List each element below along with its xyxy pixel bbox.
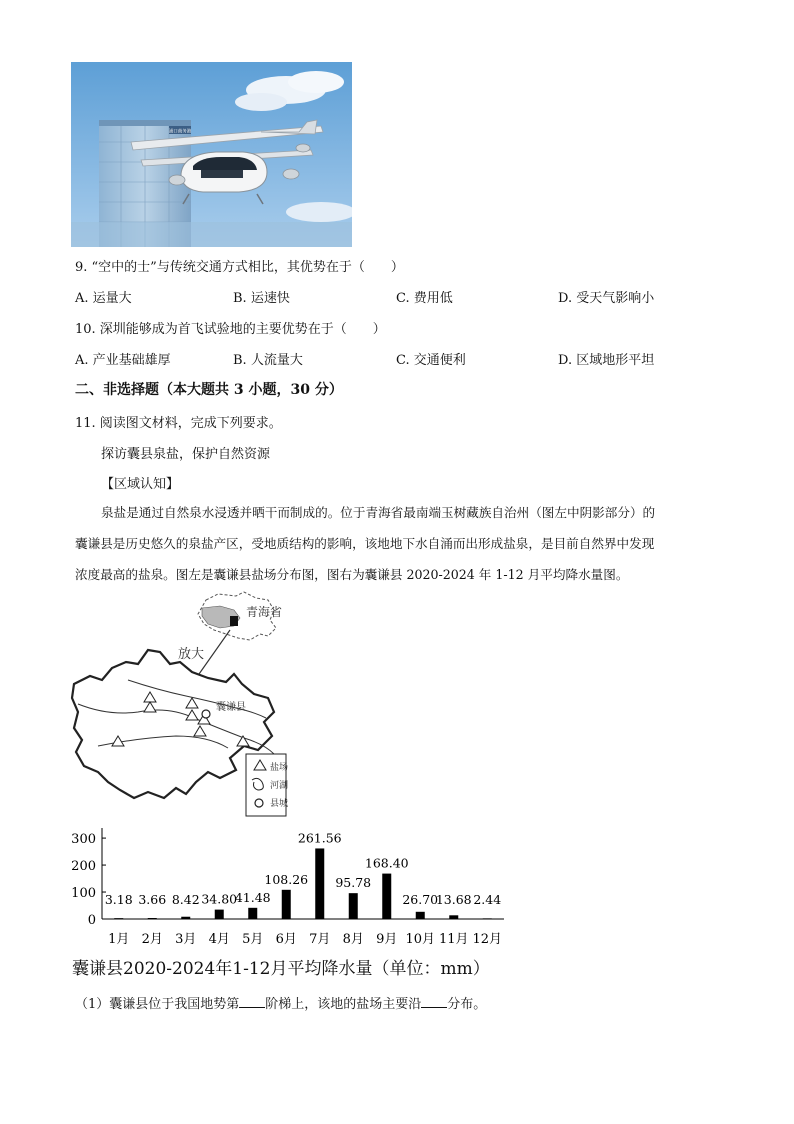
bar-9 [382,874,391,919]
x-tick-label-1: 1月 [108,932,130,947]
legend-county-seat-icon [255,799,263,807]
bar-10 [416,912,425,919]
county-seat-symbol [202,710,210,718]
sub1-text-a: （1）囊谦县位于我国地势第 [75,997,240,1012]
question-10-stem: 10. 深圳能够成为首飞试验地的主要优势在于（ ） [75,322,386,337]
bar-8 [349,893,358,919]
chart-labels [105,830,502,947]
y-tick-label: 100 [71,886,96,902]
bar-7 [315,848,324,919]
x-tick-label-12: 12月 [472,932,503,947]
y-tick-label: 200 [71,859,96,875]
q9-option-c: C. 费用低 [396,291,453,306]
x-tick-label-8: 8月 [342,932,364,947]
legend-county-seat-label: 县城 [270,799,288,809]
bar-5 [248,908,257,919]
county-outline [72,650,274,798]
x-tick-label-11: 11月 [438,932,469,947]
q9-option-b: B. 运速快 [233,291,290,306]
q9-option-a: A. 运量大 [75,291,132,306]
data-label-10: 26.70 [402,892,439,907]
answer-blank-1[interactable] [239,995,265,1008]
bar-2 [148,918,157,919]
q11-paragraph-line-3: 浓度最高的盐泉。图左是囊谦县盐场分布图，图右为囊谦县 2020-2024 年 1-12 月平均降水量图。 [75,567,629,582]
bar-11 [449,915,458,919]
precipitation-chart [64,822,524,950]
q11-subquestion-1 [75,993,486,1012]
bar-6 [282,890,291,919]
flying-taxi-photo [71,62,352,247]
x-tick-label-5: 5月 [242,932,264,947]
x-tick-label-6: 6月 [275,932,297,947]
x-tick-label-10: 10月 [405,932,436,947]
data-label-2: 3.66 [138,892,167,907]
q9-option-d: D. 受天气影响小 [558,291,655,306]
x-tick-label-3: 3月 [175,932,197,947]
x-tick-label-7: 7月 [309,932,331,947]
data-label-1: 3.18 [104,892,133,907]
photo-illustration [71,62,352,247]
building-sign: 浦口商务港 [168,129,192,135]
q10-option-b: B. 人流量大 [233,353,303,368]
x-tick-label-2: 2月 [141,932,163,947]
province-label: 青海省 [246,605,283,619]
q10-option-d: D. 区域地形平坦 [558,353,655,368]
sub1-text-c: 分布。 [447,997,487,1012]
q11-subtitle: 探访囊县泉盐，保护自然资源 [101,447,271,462]
bar-1 [114,918,123,919]
legend-salt-field-label: 盐场 [270,763,288,773]
data-label-3: 8.42 [171,892,200,907]
salt-field-map [68,586,288,822]
precipitation-chart-svg [64,822,524,950]
x-tick-label-9: 9月 [376,932,398,947]
x-tick-label-4: 4月 [208,932,230,947]
q11-paragraph-line-2: 囊谦县是历史悠久的泉盐产区，受地质结构的影响，该地地下水自涌而出形成盐泉，是目前自然界中发现 [75,536,655,551]
q11-paragraph-line-1: 泉盐是通过自然泉水浸透并晒干而制成的。位于青海省最南端玉树藏族自治州（图左中阴影部分）的 [101,505,656,520]
data-label-12: 2.44 [473,892,502,907]
data-label-4: 34.80 [201,891,238,907]
y-tick-label: 0 [87,913,96,928]
chart-title: 囊谦县2020-2024年1-12月平均降水量（单位：mm） [72,959,490,979]
question-9-stem: 9. “空中的士”与传统交通方式相比，其优势在于（ ） [75,260,404,275]
data-label-8: 95.78 [335,875,372,891]
y-tick-label: 300 [71,832,96,848]
zoom-label: 放大 [178,647,205,662]
q10-option-c: C. 交通便利 [396,353,466,368]
county-label: 囊谦县 [216,702,246,713]
data-label-5: 41.48 [234,889,271,905]
bar-4 [215,910,224,919]
data-label-11: 13.68 [435,892,472,907]
q10-option-a: A. 产业基础雄厚 [75,353,171,368]
data-label-7: 261.56 [297,830,342,846]
section-2-title: 二、非选择题（本大题共 3 小题，30 分） [75,382,343,398]
bar-3 [181,917,190,919]
sub1-text-b: 阶梯上，该地的盐场主要沿 [265,997,422,1012]
bar-12 [483,918,492,919]
data-label-9: 168.40 [364,855,409,871]
question-11-stem: 11. 阅读图文材料，完成下列要求。 [75,416,282,431]
q11-section-tag: 【区域认知】 [101,477,180,492]
legend-river-label: 河湖 [270,781,288,791]
answer-blank-2[interactable] [421,995,447,1008]
data-label-6: 108.26 [264,871,309,887]
nangqian-marker [230,616,238,626]
